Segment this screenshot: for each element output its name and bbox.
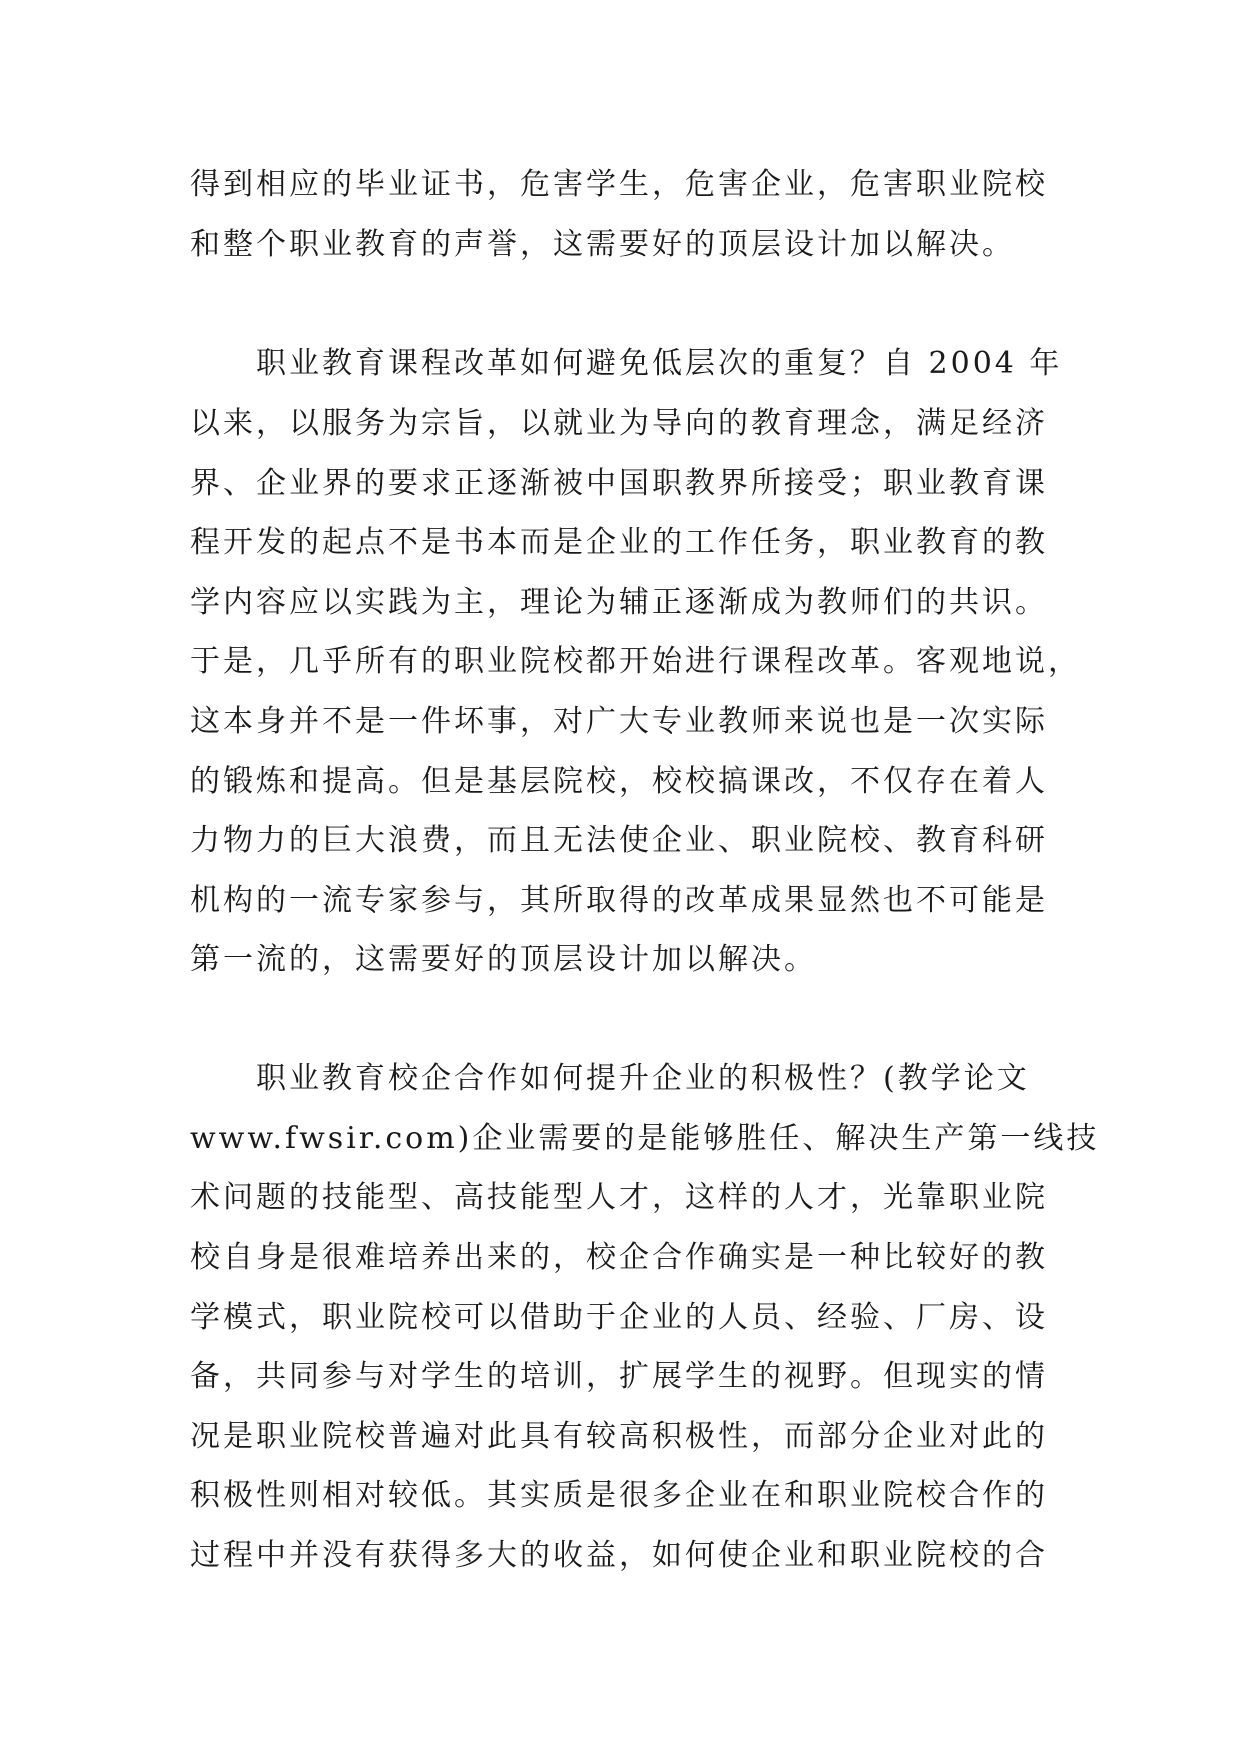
paragraph-3-line-5: 学模式，职业院校可以借助于企业的人员、经验、厂房、设 — [190, 1300, 1048, 1335]
paragraph-2-line-2: 以来，以服务为宗旨，以就业为导向的教育理念，满足经济 — [190, 406, 1048, 441]
paragraph-1-line-2: 和整个职业教育的声誉，这需要好的顶层设计加以解决。 — [190, 227, 1015, 262]
paragraph-2-line-3: 界、企业界的要求正逐渐被中国职教界所接受；职业教育课 — [190, 466, 1048, 501]
paragraph-2-line-1: 职业教育课程改革如何避免低层次的重复？自 2004 年 — [256, 346, 1063, 381]
paragraph-2-line-5: 学内容应以实践为主，理论为辅正逐渐成为教师们的共识。 — [190, 585, 1048, 620]
paragraph-3-line-3: 术问题的技能型、高技能型人才，这样的人才，光靠职业院 — [190, 1180, 1048, 1215]
paragraph-2-line-7: 这本身并不是一件坏事，对广大专业教师来说也是一次实际 — [190, 704, 1048, 739]
paragraph-3-line-1: 职业教育校企合作如何提升企业的积极性？(教学论文 — [256, 1061, 1030, 1096]
paragraph-1-line-1: 得到相应的毕业证书，危害学生，危害企业，危害职业院校 — [190, 167, 1048, 202]
paragraph-3-line-7: 况是职业院校普遍对此具有较高积极性，而部分企业对此的 — [190, 1419, 1048, 1454]
paragraph-3-line-2: www.fwsir.com)企业需要的是能够胜任、解决生产第一线技 — [190, 1121, 1100, 1156]
paragraph-3-line-8: 积极性则相对较低。其实质是很多企业在和职业院校合作的 — [190, 1478, 1048, 1513]
paragraph-3-line-4: 校自身是很难培养出来的，校企合作确实是一种比较好的教 — [190, 1240, 1048, 1275]
paragraph-2-line-11: 第一流的，这需要好的顶层设计加以解决。 — [190, 942, 817, 977]
paragraph-2-line-4: 程开发的起点不是书本而是企业的工作任务，职业教育的教 — [190, 525, 1048, 560]
paragraph-2-line-10: 机构的一流专家参与，其所取得的改革成果显然也不可能是 — [190, 883, 1048, 918]
paragraph-2-line-8: 的锻炼和提高。但是基层院校，校校搞课改，不仅存在着人 — [190, 764, 1048, 799]
paragraph-2-line-6: 于是，几乎所有的职业院校都开始进行课程改革。客观地说， — [190, 644, 1081, 679]
paragraph-3-line-9: 过程中并没有获得多大的收益，如何使企业和职业院校的合 — [190, 1538, 1048, 1573]
paragraph-2-line-9: 力物力的巨大浪费，而且无法使企业、职业院校、教育科研 — [190, 823, 1048, 858]
paragraph-3-line-6: 备，共同参与对学生的培训，扩展学生的视野。但现实的情 — [190, 1359, 1048, 1394]
